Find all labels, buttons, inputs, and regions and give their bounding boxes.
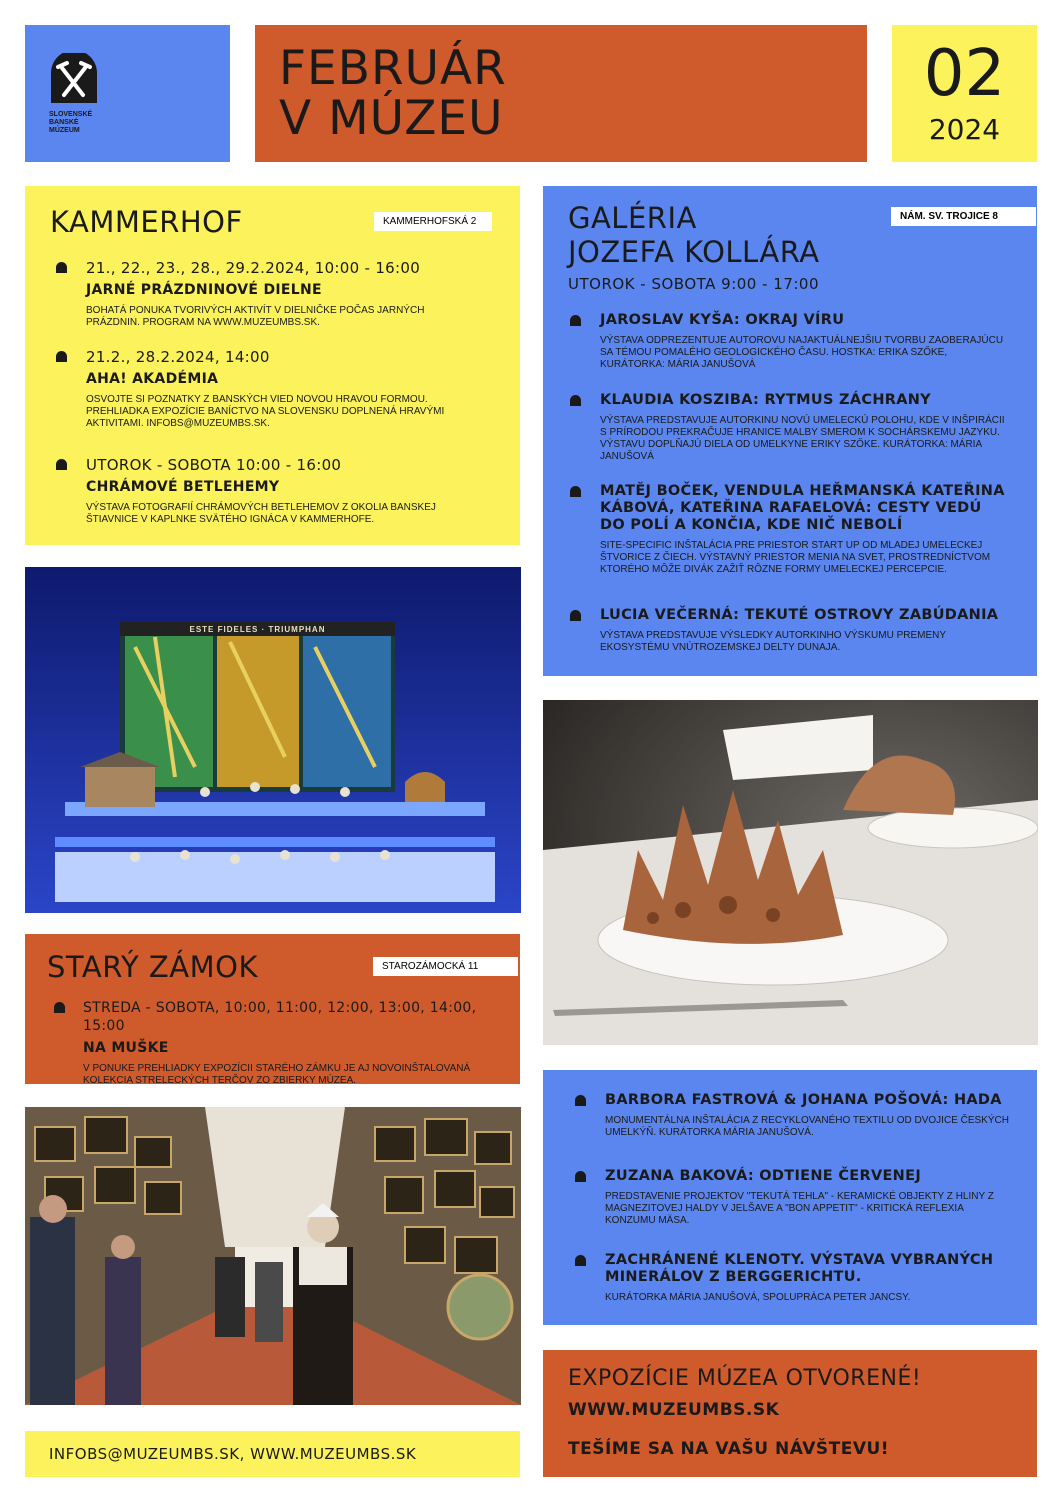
event-name: KLAUDIA KOSZIBA: RYTMUS ZÁCHRANY [600,392,931,408]
galeria-event [570,483,1010,576]
galeria-section-2 [543,1070,1037,1325]
galeria-address: NÁM. SV. TROJICE 8 [891,207,1036,226]
galeria-hours: UTOROK - SOBOTA 9:00 - 17:00 [568,275,820,293]
event-desc: V PONUKE PREHLIADKY EXPOZÍCII STARÉHO ZÁMKU JE AJ NOVOINŠTALOVANÁ KOLEKCIA STRELECKÝCH TERČOV ZO ZBIERKY MÚZEA. [83,1063,471,1086]
galeria-title-line1: GALÉRIA [568,201,697,235]
event-name: NA MUŠKE [83,1040,169,1056]
event-desc: MONUMENTÁLNA INŠTALÁCIA Z RECYKLOVANÉHO TEXTILU OD DVOJICE ČESKÝCH UMELKÝŇ. KURÁTORKA MÁRIA JANUŠOVÁ. [605,1115,1009,1138]
galeria-event [575,1092,1015,1139]
event-desc: VÝSTAVA FOTOGRAFIÍ CHRÁMOVÝCH BETLEHEMOV Z OKOLIA BANSKEJ ŠTIAVNICE V KAPLNKE SVÄTÉHO IGNÁCA V KAMMERHOFE. [86,502,436,525]
bullet-icon [570,315,581,326]
event-name: ZUZANA BAKOVÁ: ODTIENE ČERVENEJ [605,1168,922,1184]
open-panel [543,1350,1037,1477]
page-title-line1: FEBRUÁR [279,41,507,96]
galeria-section [543,186,1037,676]
galeria-event [570,392,1010,463]
open-title: EXPOZÍCIE MÚZEA OTVORENÉ! [568,1366,922,1391]
bullet-icon [570,486,581,497]
welcome-text: TEŠÍME SA NA VAŠU NÁVŠTEVU! [568,1439,890,1459]
ceramic-sculpture-photo [543,700,1038,1045]
event-name: CHRÁMOVÉ BETLEHEMY [86,479,280,495]
bullet-icon [575,1255,586,1266]
month-number: 02 [923,37,1006,111]
event-name: JAROSLAV KYŠA: OKRAJ VÍRU [600,312,845,328]
bullet-icon [54,1002,65,1013]
stary-zamok-event [54,999,514,1087]
event-desc: PREDSTAVENIE PROJEKTOV "TEKUTÁ TEHLA" - KERAMICKÉ OBJEKTY Z HLINY Z MAGNEZITOVEJ HALDY V JELŠAVE A "BON APPETIT" - KRITICKÁ REFLEXIA KONZUMU MÄSA. [605,1191,994,1226]
event-date: UTOROK - SOBOTA 10:00 - 16:00 [86,456,342,474]
kammerhof-title: KAMMERHOF [50,205,243,239]
event-desc: VÝSTAVA PREDSTAVUJE VÝSLEDKY AUTORKINHO VÝSKUMU PREMENY EKOSYSTÉMU VNÚTROZEMSKEJ DELTY DUNAJA. [600,630,946,653]
event-name: LUCIA VEČERNÁ: TEKUTÉ OSTROVY ZABÚDANIA [600,607,999,623]
bullet-icon [575,1171,586,1182]
galeria-event [570,607,1010,654]
shooting-targets-photo [25,1107,521,1405]
event-desc: VÝSTAVA ODPREZENTUJE AUTOROVU NAJAKTUÁLNEJŠIU TVORBU ZAOBERAJÚCU SA TÉMOU POMALÉHO GEOLOGICKÉHO ČASU. HOSTKA: ERIKA SZŐKE, KURÁTORKA: MÁRIA JANUŠOVÁ [600,335,1004,370]
stary-zamok-address: STAROZÁMOCKÁ 11 [373,957,518,976]
galeria-event [575,1168,1015,1227]
year: 2024 [928,113,1001,146]
event-name: MATĚJ BOČEK, VENDULA HEŘMANSKÁ KATEŘINA KÁBOVÁ, KATEŘINA RAFAELOVÁ: CESTY VEDÚ DO POLÍ A KONČIA, KDE NIČ NEBOLÍ [600,483,1005,533]
museum-logo-icon [49,53,99,103]
web-link[interactable]: WWW.MUZEUMBS.SK [568,1400,780,1420]
contacts-text[interactable]: INFOBS@MUZEUMBS.SK, WWW.MUZEUMBS.SK [49,1445,417,1463]
nativity-photo [25,567,521,913]
event-desc: BOHATÁ PONUKA TVORIVÝCH AKTIVÍT V DIELNIČKE POČAS JARNÝCH PRÁZDNIN. PROGRAM NA WWW.MUZEUMBS.SK. [86,305,425,328]
event-date: 21., 22., 23., 28., 29.2.2024, 10:00 - 16:00 [86,259,421,277]
window-banner: ESTE FIDELES · TRIUMPHAN [189,625,326,634]
bullet-icon [56,262,67,273]
kammerhof-event [56,259,476,329]
bullet-icon [56,351,67,362]
bullet-icon [575,1095,586,1106]
stary-zamok-title: STARÝ ZÁMOK [47,950,259,984]
kammerhof-event [56,456,476,526]
date-panel [892,25,1037,162]
kammerhof-event [56,348,476,430]
event-name: AHA! AKADÉMIA [86,371,219,387]
event-name: ZACHRÁNENÉ KLENOTY. VÝSTAVA VYBRANÝCH MINERÁLOV Z BERGGERICHTU. [605,1252,994,1285]
event-name: BARBORA FASTROVÁ & JOHANA POŠOVÁ: HADA [605,1092,1002,1108]
galeria-title-line2: JOZEFA KOLLÁRA [568,235,820,269]
page-title-line2: V MÚZEU [279,91,504,146]
bullet-icon [570,610,581,621]
bullet-icon [570,395,581,406]
kammerhof-address: KAMMERHOFSKÁ 2 [374,212,492,231]
stary-zamok-section [25,934,520,1084]
event-desc: KURÁTORKA MÁRIA JANUŠOVÁ, SPOLUPRÁCA PETER JANCSY. [605,1292,911,1303]
logo-panel [25,25,230,162]
title-panel [255,25,867,162]
kammerhof-section [25,186,520,545]
contacts-panel [25,1431,520,1477]
event-desc: SITE-SPECIFIC INŠTALÁCIA PRE PRIESTOR START UP OD MLADEJ UMELECKEJ ŠTVORICE Z ČIECH. VÝSTAVNÝ PRIESTOR MENIA NA SVET, PROSTREDNÍCTVOM KTORÉHO MÔŽE DIVÁK ZAŽIŤ RÔZNE FORMY UMELECKEJ PERCEPCIE. [600,540,991,575]
galeria-event [570,312,1010,371]
event-desc: VÝSTAVA PREDSTAVUJE AUTORKINU NOVÚ UMELECKÚ POLOHU, KDE V INŠPIRÁCII S PRÍRODOU PREKRAČUJE HRANICE MALBY SMEROM K SOCHÁRSKEMU JAZYKU. VÝSTAVU DOPLŇAJÚ DIELA OD UMELKYNE ERIKY SZŐKE. KURÁTORKA: MÁRIA JANUŠOVÁ [600,415,1005,462]
event-desc: OSVOJTE SI POZNATKY Z BANSKÝCH VIED NOVOU HRAVOU FORMOU. PREHLIADKA EXPOZÍCIE BANÍCTVO NA SLOVENSKU DOPLNENÁ HRAVÝMI AKTIVITAMI. INFOBS@MUZEUMBS.SK. [86,394,445,429]
event-date: STREDA - SOBOTA, 10:00, 11:00, 12:00, 13:00, 14:00, 15:00 [83,1000,477,1034]
event-name: JARNÉ PRÁZDNINOVÉ DIELNE [86,282,322,298]
event-date: 21.2., 28.2.2024, 14:00 [86,348,270,366]
logo-text: SLOVENSKÉ BANSKÉ MÚZEUM [49,111,93,134]
galeria-event [575,1252,1015,1304]
bullet-icon [56,459,67,470]
